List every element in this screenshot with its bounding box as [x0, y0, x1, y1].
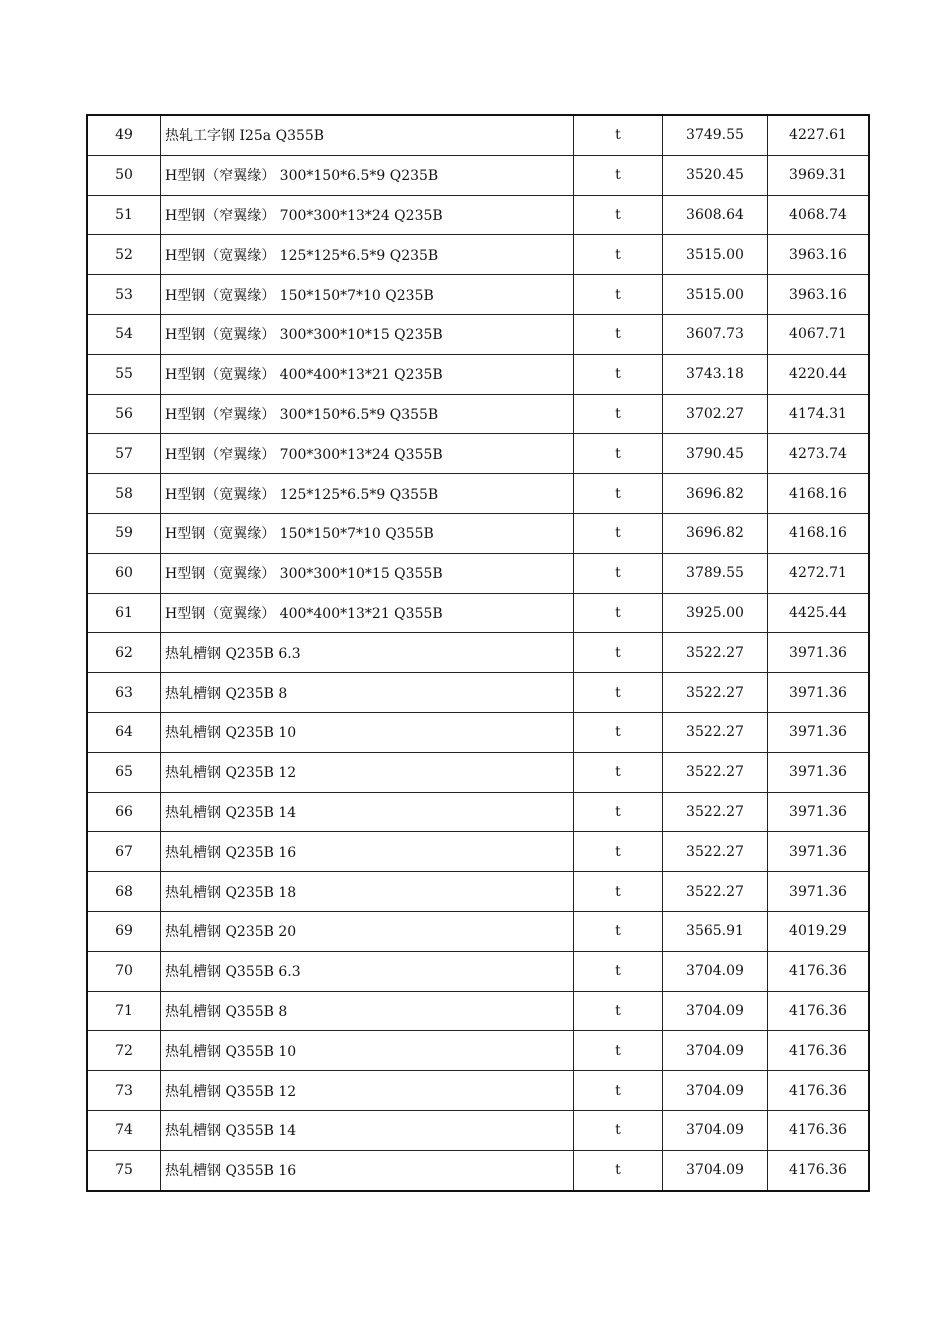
unit-cell: t — [574, 513, 663, 553]
price-excl-tax-cell: 3515.00 — [663, 235, 768, 275]
table-row — [87, 115, 869, 155]
item-name-cell: 热轧槽钢 Q235B 6.3 — [161, 633, 574, 673]
row-number-cell: 63 — [87, 673, 161, 713]
price-excl-tax-cell: 3704.09 — [663, 1110, 768, 1150]
price-incl-tax-cell: 4272.71 — [768, 553, 870, 593]
price-incl-tax-cell: 4176.36 — [768, 1150, 870, 1190]
price-excl-tax-cell: 3522.27 — [663, 633, 768, 673]
row-number-cell: 62 — [87, 633, 161, 673]
price-incl-tax-cell: 3971.36 — [768, 872, 870, 912]
price-incl-tax-cell: 3971.36 — [768, 633, 870, 673]
unit-cell: t — [574, 1071, 663, 1111]
item-name-cell: H型钢（宽翼缘） 125*125*6.5*9 Q355B — [161, 474, 574, 514]
table-row — [87, 434, 869, 474]
row-number-cell: 75 — [87, 1150, 161, 1190]
item-name-cell: 热轧槽钢 Q355B 6.3 — [161, 951, 574, 991]
price-incl-tax-cell: 3971.36 — [768, 832, 870, 872]
item-name-cell: H型钢（宽翼缘） 400*400*13*21 Q235B — [161, 354, 574, 394]
item-name-cell: H型钢（宽翼缘） 300*300*10*15 Q235B — [161, 314, 574, 354]
table-row — [87, 832, 869, 872]
price-incl-tax-cell: 3971.36 — [768, 752, 870, 792]
unit-cell: t — [574, 712, 663, 752]
price-excl-tax-cell: 3704.09 — [663, 1071, 768, 1111]
price-excl-tax-cell: 3925.00 — [663, 593, 768, 633]
unit-cell: t — [574, 434, 663, 474]
table-row — [87, 195, 869, 235]
price-incl-tax-cell: 4174.31 — [768, 394, 870, 434]
item-name-cell: H型钢（窄翼缘） 700*300*13*24 Q355B — [161, 434, 574, 474]
table-row — [87, 235, 869, 275]
item-name-cell: 热轧工字钢 I25a Q355B — [161, 115, 574, 155]
table-row — [87, 951, 869, 991]
price-incl-tax-cell: 3963.16 — [768, 275, 870, 315]
unit-cell: t — [574, 275, 663, 315]
price-excl-tax-cell: 3522.27 — [663, 673, 768, 713]
table-row — [87, 872, 869, 912]
row-number-cell: 67 — [87, 832, 161, 872]
row-number-cell: 55 — [87, 354, 161, 394]
table-row — [87, 394, 869, 434]
price-excl-tax-cell: 3790.45 — [663, 434, 768, 474]
table-row — [87, 712, 869, 752]
price-incl-tax-cell: 3969.31 — [768, 155, 870, 195]
row-number-cell: 54 — [87, 314, 161, 354]
unit-cell: t — [574, 235, 663, 275]
unit-cell: t — [574, 593, 663, 633]
price-incl-tax-cell: 4227.61 — [768, 115, 870, 155]
row-number-cell: 58 — [87, 474, 161, 514]
table-row — [87, 911, 869, 951]
item-name-cell: 热轧槽钢 Q235B 18 — [161, 872, 574, 912]
item-name-cell: H型钢（宽翼缘） 300*300*10*15 Q355B — [161, 553, 574, 593]
row-number-cell: 53 — [87, 275, 161, 315]
price-incl-tax-cell: 4176.36 — [768, 991, 870, 1031]
price-excl-tax-cell: 3522.27 — [663, 752, 768, 792]
table-row — [87, 1071, 869, 1111]
table-row — [87, 991, 869, 1031]
table-row — [87, 792, 869, 832]
row-number-cell: 65 — [87, 752, 161, 792]
price-excl-tax-cell: 3522.27 — [663, 712, 768, 752]
price-table-body — [87, 115, 869, 1191]
unit-cell: t — [574, 673, 663, 713]
price-incl-tax-cell: 3971.36 — [768, 712, 870, 752]
price-incl-tax-cell: 4067.71 — [768, 314, 870, 354]
row-number-cell: 60 — [87, 553, 161, 593]
table-row — [87, 1150, 869, 1190]
item-name-cell: H型钢（窄翼缘） 300*150*6.5*9 Q235B — [161, 155, 574, 195]
table-row — [87, 1031, 869, 1071]
price-excl-tax-cell: 3749.55 — [663, 115, 768, 155]
row-number-cell: 49 — [87, 115, 161, 155]
table-row — [87, 474, 869, 514]
price-incl-tax-cell: 4176.36 — [768, 1110, 870, 1150]
table-row — [87, 673, 869, 713]
table-row — [87, 593, 869, 633]
unit-cell: t — [574, 832, 663, 872]
price-excl-tax-cell: 3520.45 — [663, 155, 768, 195]
item-name-cell: H型钢（宽翼缘） 150*150*7*10 Q355B — [161, 513, 574, 553]
unit-cell: t — [574, 911, 663, 951]
row-number-cell: 52 — [87, 235, 161, 275]
item-name-cell: 热轧槽钢 Q235B 12 — [161, 752, 574, 792]
price-incl-tax-cell: 4168.16 — [768, 513, 870, 553]
price-incl-tax-cell: 4019.29 — [768, 911, 870, 951]
price-excl-tax-cell: 3608.64 — [663, 195, 768, 235]
item-name-cell: H型钢（宽翼缘） 125*125*6.5*9 Q235B — [161, 235, 574, 275]
item-name-cell: 热轧槽钢 Q235B 20 — [161, 911, 574, 951]
price-incl-tax-cell: 4176.36 — [768, 1031, 870, 1071]
price-incl-tax-cell: 4068.74 — [768, 195, 870, 235]
item-name-cell: 热轧槽钢 Q355B 16 — [161, 1150, 574, 1190]
price-excl-tax-cell: 3696.82 — [663, 474, 768, 514]
price-excl-tax-cell: 3704.09 — [663, 1031, 768, 1071]
price-incl-tax-cell: 4425.44 — [768, 593, 870, 633]
row-number-cell: 51 — [87, 195, 161, 235]
item-name-cell: H型钢（窄翼缘） 700*300*13*24 Q235B — [161, 195, 574, 235]
item-name-cell: 热轧槽钢 Q235B 8 — [161, 673, 574, 713]
price-excl-tax-cell: 3704.09 — [663, 951, 768, 991]
unit-cell: t — [574, 195, 663, 235]
unit-cell: t — [574, 1110, 663, 1150]
unit-cell: t — [574, 752, 663, 792]
price-excl-tax-cell: 3696.82 — [663, 513, 768, 553]
price-excl-tax-cell: 3515.00 — [663, 275, 768, 315]
unit-cell: t — [574, 1031, 663, 1071]
unit-cell: t — [574, 872, 663, 912]
item-name-cell: 热轧槽钢 Q355B 8 — [161, 991, 574, 1031]
price-excl-tax-cell: 3702.27 — [663, 394, 768, 434]
unit-cell: t — [574, 394, 663, 434]
table-row — [87, 314, 869, 354]
unit-cell: t — [574, 1150, 663, 1190]
price-table — [86, 114, 870, 1192]
item-name-cell: 热轧槽钢 Q355B 12 — [161, 1071, 574, 1111]
row-number-cell: 69 — [87, 911, 161, 951]
item-name-cell: H型钢（宽翼缘） 400*400*13*21 Q355B — [161, 593, 574, 633]
price-excl-tax-cell: 3522.27 — [663, 832, 768, 872]
unit-cell: t — [574, 633, 663, 673]
row-number-cell: 50 — [87, 155, 161, 195]
price-excl-tax-cell: 3743.18 — [663, 354, 768, 394]
row-number-cell: 68 — [87, 872, 161, 912]
row-number-cell: 73 — [87, 1071, 161, 1111]
price-incl-tax-cell: 4273.74 — [768, 434, 870, 474]
unit-cell: t — [574, 553, 663, 593]
price-incl-tax-cell: 3971.36 — [768, 673, 870, 713]
unit-cell: t — [574, 792, 663, 832]
item-name-cell: 热轧槽钢 Q355B 10 — [161, 1031, 574, 1071]
row-number-cell: 70 — [87, 951, 161, 991]
row-number-cell: 72 — [87, 1031, 161, 1071]
price-incl-tax-cell: 3963.16 — [768, 235, 870, 275]
price-excl-tax-cell: 3704.09 — [663, 991, 768, 1031]
row-number-cell: 56 — [87, 394, 161, 434]
table-row — [87, 354, 869, 394]
item-name-cell: H型钢（窄翼缘） 300*150*6.5*9 Q355B — [161, 394, 574, 434]
table-row — [87, 1110, 869, 1150]
unit-cell: t — [574, 354, 663, 394]
item-name-cell: 热轧槽钢 Q235B 10 — [161, 712, 574, 752]
row-number-cell: 59 — [87, 513, 161, 553]
price-excl-tax-cell: 3607.73 — [663, 314, 768, 354]
row-number-cell: 61 — [87, 593, 161, 633]
table-row — [87, 553, 869, 593]
unit-cell: t — [574, 474, 663, 514]
row-number-cell: 57 — [87, 434, 161, 474]
price-excl-tax-cell: 3522.27 — [663, 872, 768, 912]
table-row — [87, 752, 869, 792]
price-excl-tax-cell: 3565.91 — [663, 911, 768, 951]
item-name-cell: 热轧槽钢 Q235B 14 — [161, 792, 574, 832]
item-name-cell: 热轧槽钢 Q355B 14 — [161, 1110, 574, 1150]
table-row — [87, 513, 869, 553]
price-incl-tax-cell: 4220.44 — [768, 354, 870, 394]
price-incl-tax-cell: 4176.36 — [768, 951, 870, 991]
price-excl-tax-cell: 3522.27 — [663, 792, 768, 832]
unit-cell: t — [574, 991, 663, 1031]
row-number-cell: 71 — [87, 991, 161, 1031]
price-incl-tax-cell: 3971.36 — [768, 792, 870, 832]
price-excl-tax-cell: 3789.55 — [663, 553, 768, 593]
table-row — [87, 275, 869, 315]
item-name-cell: H型钢（宽翼缘） 150*150*7*10 Q235B — [161, 275, 574, 315]
row-number-cell: 66 — [87, 792, 161, 832]
item-name-cell: 热轧槽钢 Q235B 16 — [161, 832, 574, 872]
unit-cell: t — [574, 115, 663, 155]
unit-cell: t — [574, 314, 663, 354]
price-incl-tax-cell: 4168.16 — [768, 474, 870, 514]
unit-cell: t — [574, 951, 663, 991]
unit-cell: t — [574, 155, 663, 195]
price-excl-tax-cell: 3704.09 — [663, 1150, 768, 1190]
row-number-cell: 64 — [87, 712, 161, 752]
table-row — [87, 633, 869, 673]
table-row — [87, 155, 869, 195]
row-number-cell: 74 — [87, 1110, 161, 1150]
price-incl-tax-cell: 4176.36 — [768, 1071, 870, 1111]
